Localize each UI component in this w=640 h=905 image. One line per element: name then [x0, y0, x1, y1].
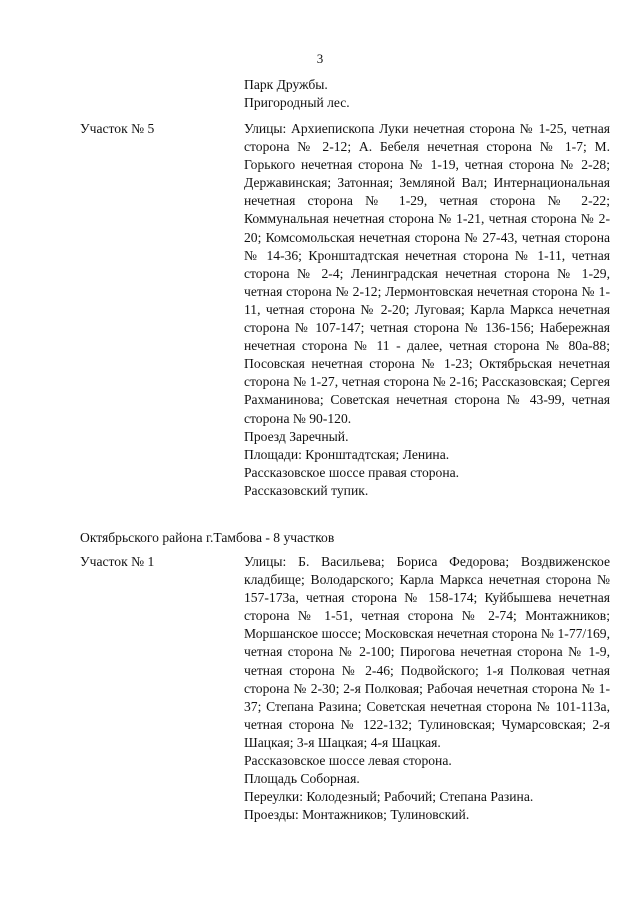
- section-5-body: [244, 120, 610, 500]
- streets-paragraph: Улицы: Б. Васильева; Бориса Федорова; Воздвиженское кладбище; Володарского; Карла Маркса нечетная сторона № 157-173а, четная сторона № 158-174; Куйбышева нечетная сторона № 1-51, четная сторона № 2-74; Монтажников; Моршанское шоссе; Московская нечетная сторона № 1-77/169, четная сторона № 2-100; Пирогова нечетная сторона № 1-9, четная сторона № 2-46; Подвойского; 1-я Полковая четная сторона № 2-30; 2-я Полковая; Рабочая нечетная сторона № 1-37; Степана Разина; Советская нечетная сторона № 101-113а, четная сторона № 122-132; Тулиновская; Чумарсовская; 2-я Шацкая; 3-я Шацкая; 4-я Шацкая.: [244, 554, 610, 750]
- text-line: Площади: Кронштадтская; Ленина.: [244, 446, 450, 462]
- page-number: 3: [316, 51, 324, 66]
- section-label-5: Участок № 5: [80, 121, 155, 136]
- text-line: Проезды: Монтажников; Тулиновский.: [244, 807, 470, 823]
- text-line: Площадь Соборная.: [244, 771, 360, 787]
- district-heading: Октябрьского района г.Тамбова - 8 участков: [80, 530, 335, 545]
- text-line: Рассказовское шоссе правая сторона.: [244, 464, 460, 480]
- streets-paragraph: Улицы: Архиепископа Луки нечетная сторона № 1-25, четная сторона № 2-12; А. Бебеля нечетная сторона № 1-7; М. Горького нечетная сторона № 1-19, четная сторона № 2-28; Державинская; Затонная; Земляной Вал; Интернациональная нечетная сторона № 1-29, четная сторона № 2-22; Коммунальная нечетная сторона № 1-21, четная сторона № 2-20; Комсомольская нечетная сторона № 27-43, четная сторона № 14-36; Кронштадтская нечетная сторона № 1-11, четная сторона № 2-4; Ленинградская нечетная сторона № 1-29, четная сторона № 2-12; Лермонтовская нечетная сторона № 1-11, четная сторона № 2-20; Луговая; Карла Маркса нечетная сторона № 107-147; четная сторона № 136-156; Набережная нечетная сторона № 11 - далее, четная сторона № 80а-88; Посовская нечетная сторона № 1-23; Октябрьская нечетная сторона № 1-27, четная сторона № 2-16; Рассказовская; Сергея Рахманинова; Советская нечетная сторона № 43-99, четная сторона № 90-120.: [244, 121, 610, 426]
- section-label-1: Участок № 1: [80, 554, 155, 569]
- section-1-body: [244, 553, 610, 824]
- text-line: Переулки: Колодезный; Рабочий; Степана Разина.: [244, 789, 534, 805]
- continuation-block: [244, 76, 610, 112]
- text-line: Пригородный лес.: [244, 95, 350, 111]
- text-line: Парк Дружбы.: [244, 77, 328, 92]
- text-line: Рассказовский тупик.: [244, 482, 369, 498]
- text-line: Рассказовское шоссе левая сторона.: [244, 753, 452, 769]
- text-line: Проезд Заречный.: [244, 428, 349, 444]
